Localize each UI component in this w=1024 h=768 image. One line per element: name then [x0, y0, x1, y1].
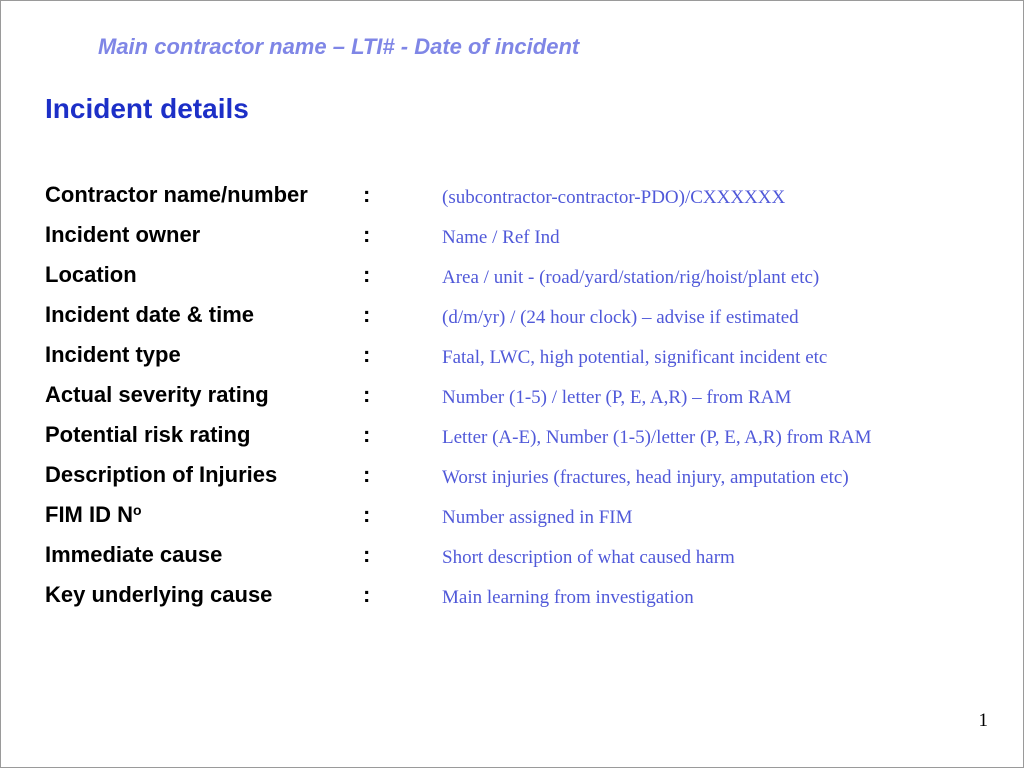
detail-label: Description of Injuries [45, 462, 278, 487]
page-number: 1 [978, 710, 988, 731]
detail-label: Incident type [45, 342, 181, 367]
incident-details-list [45, 182, 1005, 622]
detail-row-injuries [45, 462, 1005, 502]
detail-value: Short description of what caused harm [442, 547, 735, 568]
detail-separator: : [363, 462, 371, 487]
detail-separator: : [363, 382, 371, 407]
detail-row-underlying-cause [45, 582, 1005, 622]
detail-value: Fatal, LWC, high potential, significant incident etc [442, 347, 828, 368]
detail-row-contractor [45, 182, 1005, 222]
detail-label: Potential risk rating [45, 422, 251, 447]
detail-value: Worst injuries (fractures, head injury, amputation etc) [442, 467, 849, 488]
detail-row-type [45, 342, 1005, 382]
detail-row-location [45, 262, 1005, 302]
detail-label: Key underlying cause [45, 582, 273, 607]
header-title: Main contractor name – LTI# - Date of incident [98, 34, 580, 59]
detail-value: Number assigned in FIM [442, 507, 633, 528]
detail-separator: : [363, 502, 371, 527]
detail-row-fim-id [45, 502, 1005, 542]
detail-label: Immediate cause [45, 542, 223, 567]
detail-value: Main learning from investigation [442, 587, 694, 608]
detail-separator: : [363, 302, 371, 327]
detail-row-date-time [45, 302, 1005, 342]
detail-separator: : [363, 582, 371, 607]
detail-label: Incident owner [45, 222, 201, 247]
section-title: Incident details [45, 93, 249, 124]
detail-separator: : [363, 422, 371, 447]
detail-separator: : [363, 222, 371, 247]
detail-label-text: FIM ID N [45, 502, 133, 527]
detail-separator: : [363, 182, 371, 207]
detail-row-owner [45, 222, 1005, 262]
detail-row-immediate-cause [45, 542, 1005, 582]
detail-value: (subcontractor-contractor-PDO)/CXXXXXX [442, 187, 786, 208]
detail-label-superscript: o [133, 502, 142, 518]
detail-value: (d/m/yr) / (24 hour clock) – advise if estimated [442, 307, 799, 328]
detail-value: Number (1-5) / letter (P, E, A,R) – from RAM [442, 387, 792, 408]
detail-row-actual-severity [45, 382, 1005, 422]
detail-label: Location [45, 262, 137, 287]
detail-label: Contractor name/number [45, 182, 308, 207]
detail-label: Incident date & time [45, 302, 255, 327]
detail-separator: : [363, 342, 371, 367]
detail-separator: : [363, 262, 371, 287]
detail-separator: : [363, 542, 371, 567]
detail-label [45, 502, 142, 528]
detail-value: Area / unit - (road/yard/station/rig/hoist/plant etc) [442, 267, 820, 288]
detail-value: Letter (A-E), Number (1-5)/letter (P, E, A,R) from RAM [442, 427, 872, 448]
detail-value: Name / Ref Ind [442, 227, 560, 248]
detail-row-potential-risk [45, 422, 1005, 462]
detail-label: Actual severity rating [45, 382, 269, 407]
